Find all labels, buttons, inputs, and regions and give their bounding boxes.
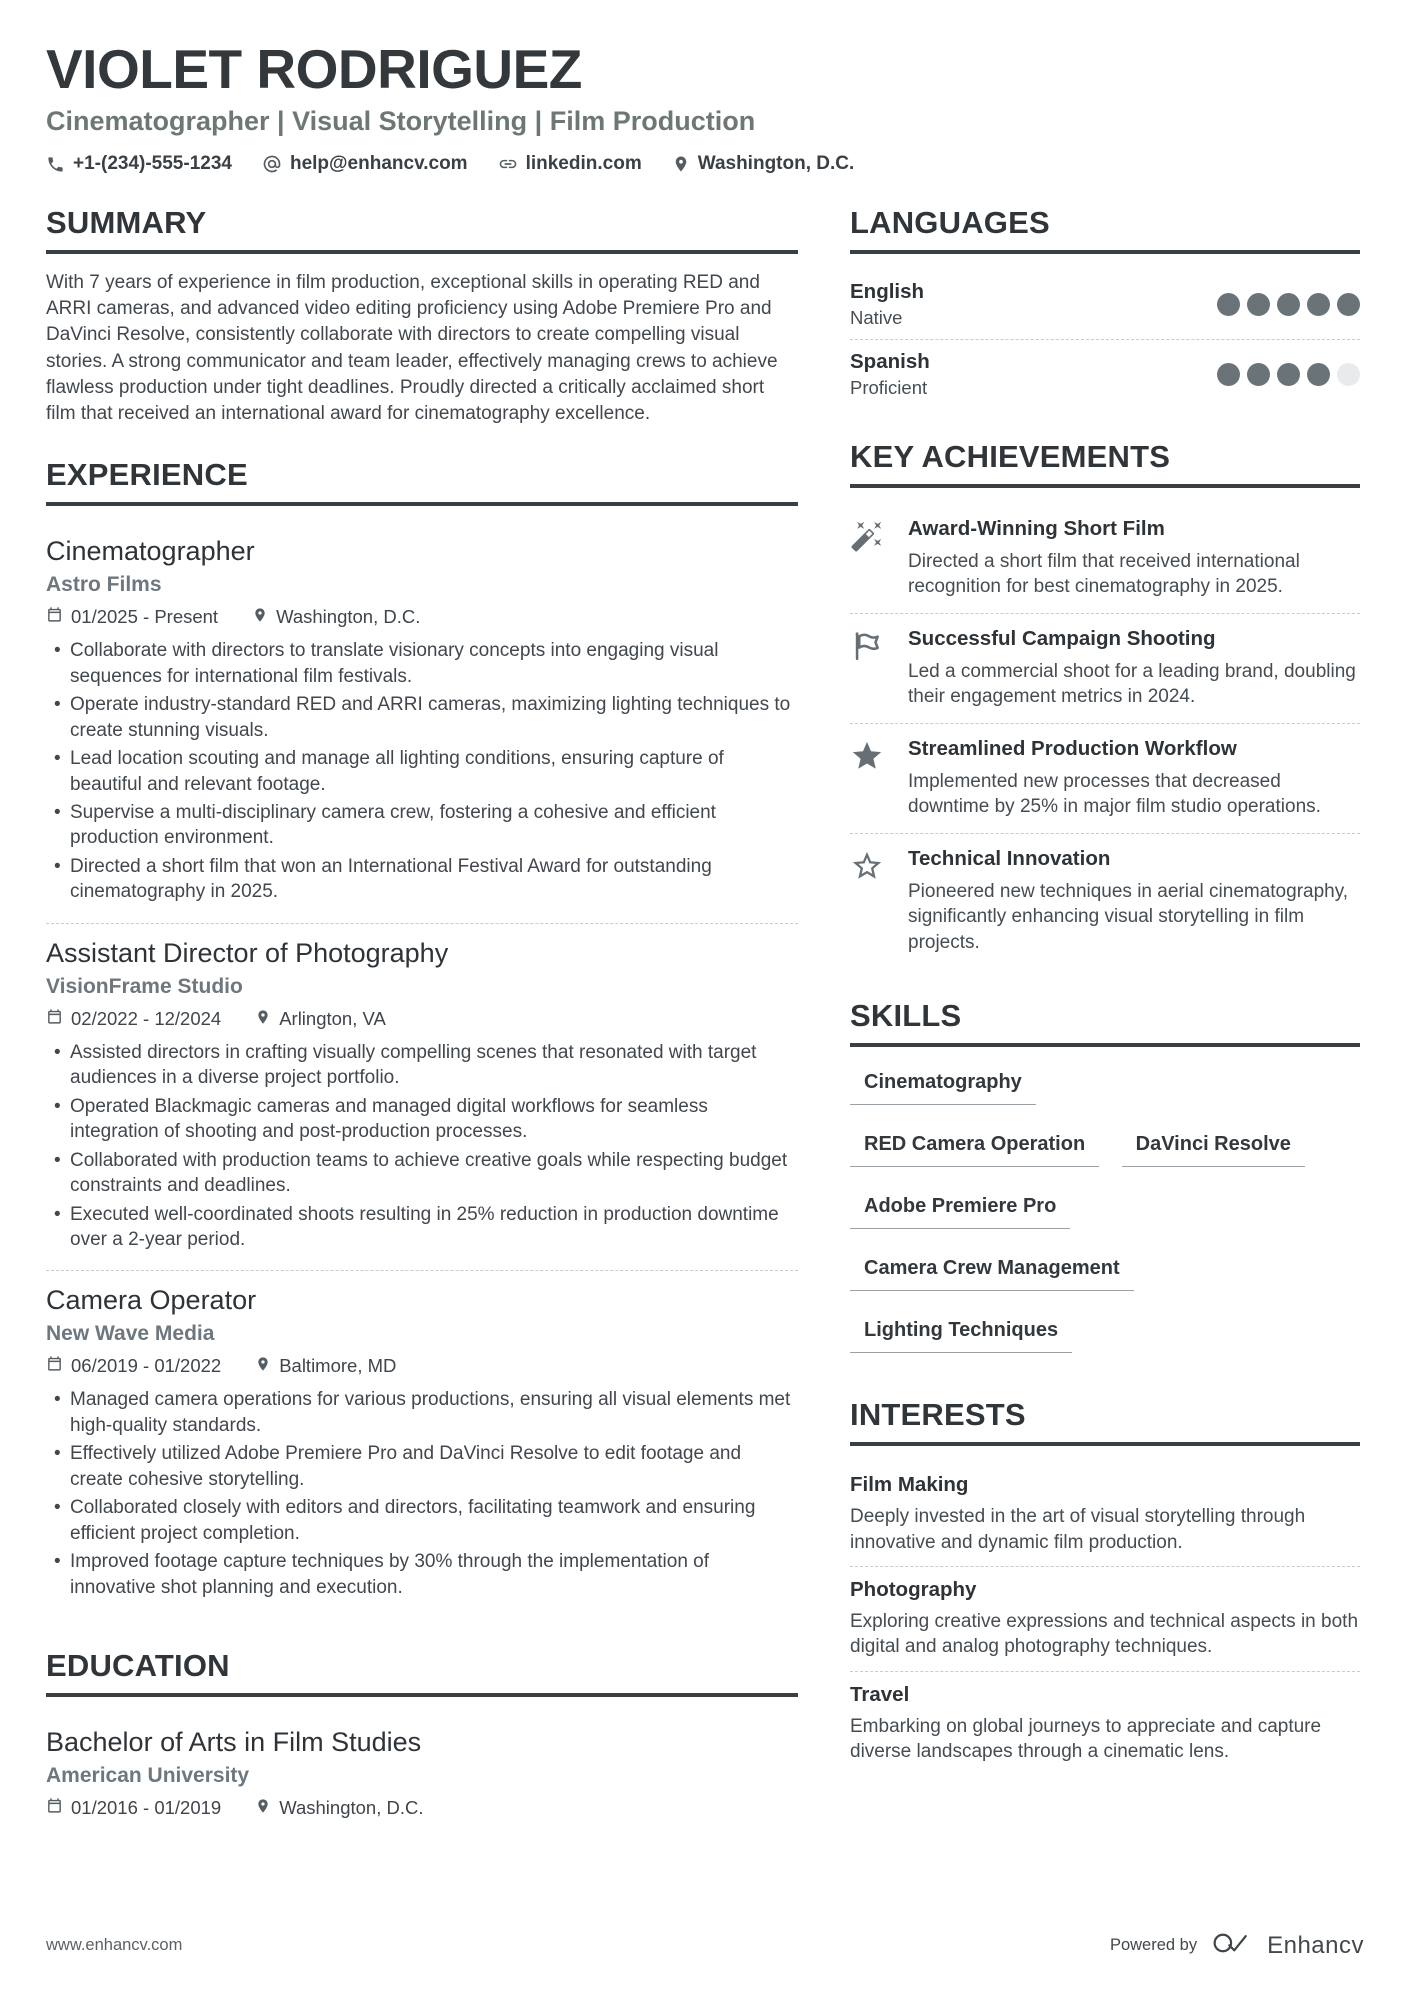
achievement-item [850,613,1360,723]
experience-entry [46,1270,798,1618]
job-location-text: Arlington, VA [279,1007,386,1029]
calendar-icon [46,1797,63,1819]
education-location [255,1797,423,1819]
link-icon [498,154,518,174]
job-bullet: • Executed well-coordinated shoots resulting in 25% reduction in production downtime over a 2-year period. [46,1202,798,1253]
enhancv-logo-icon [1211,1930,1253,1961]
achievement-text: Directed a short film that received international recognition for best cinematography in 2025. [908,551,1300,598]
achievements-section [850,439,1360,968]
job-dates-text: 02/2022 - 12/2024 [71,1007,222,1029]
achievement-item [850,723,1360,833]
interest-name: Travel [850,1682,910,1706]
education-entry [46,1713,798,1833]
job-company: New Wave Media [46,1322,215,1346]
language-row [850,339,1360,409]
achievements-title: KEY ACHIEVEMENTS [850,439,1360,488]
location-pin-icon [252,606,268,628]
language-name: Spanish [850,350,930,373]
proficiency-dot [1247,363,1270,386]
job-bullets [46,1387,798,1600]
phone-icon [46,155,65,174]
language-proficiency-dots [1217,293,1360,316]
job-bullet: • Directed a short film that won an International Festival Award for outstanding cinematography in 2025. [46,854,798,905]
job-location [255,1008,386,1030]
contact-location-text: Washington, D.C. [697,153,855,174]
education-dates [46,1797,221,1819]
job-dates-text: 06/2019 - 01/2022 [71,1355,222,1377]
job-location [252,606,420,628]
skill-row [850,1063,1360,1119]
interest-name: Photography [850,1577,977,1601]
interests-title: INTERESTS [850,1397,1360,1446]
footer-site-link[interactable]: www.enhancv.com [46,1936,183,1954]
skills-section [850,998,1360,1367]
job-bullet: • Effectively utilized Adobe Premiere Pro and DaVinci Resolve to edit footage and create cohesive storytelling. [46,1441,798,1492]
powered-by[interactable] [1110,1930,1364,1961]
language-level: Proficient [850,377,928,398]
skill-row [850,1249,1360,1305]
interest-text: Embarking on global journeys to appreciate and capture diverse landscapes through a cinematic lens. [850,1715,1322,1763]
skills-title: SKILLS [850,998,1360,1047]
job-dates [46,606,218,628]
skill-row [850,1125,1360,1181]
person-name: VIOLET RODRIGUEZ [46,38,582,100]
calendar-icon [46,1008,63,1030]
education-title: EDUCATION [46,1648,798,1697]
proficiency-dot [1307,363,1330,386]
proficiency-dot [1247,293,1270,316]
right-column [850,205,1360,1863]
contact-email-text: help@enhancv.com [289,153,468,174]
interest-item [850,1462,1360,1566]
achievement-item [850,833,1360,968]
languages-section [850,205,1360,409]
achievement-title: Technical Innovation [908,846,1111,870]
location-pin-icon [255,1797,271,1819]
experience-section [46,457,798,1618]
skill-item: DaVinci Resolve [1122,1125,1305,1167]
job-bullet: • Assisted directors in crafting visually compelling scenes that resonated with target audiences in a diverse project portfolio. [46,1040,798,1091]
interest-text: Deeply invested in the art of visual storytelling through innovative and dynamic film production. [850,1506,1306,1553]
education-dates-text: 01/2016 - 01/2019 [71,1797,222,1819]
footer [46,1930,1364,1961]
achievement-title: Award-Winning Short Film [908,517,1165,540]
skill-item: Cinematography [850,1063,1036,1105]
skill-item: RED Camera Operation [850,1125,1099,1167]
job-meta [46,606,798,628]
skill-row [850,1187,1360,1243]
interests-section [850,1397,1360,1776]
contact-phone[interactable] [46,153,232,175]
summary-title: SUMMARY [46,205,798,254]
job-dates [46,1008,221,1030]
magic-wand-icon [850,517,894,600]
language-row [850,270,1360,339]
achievement-title: Successful Campaign Shooting [908,626,1216,650]
job-dates [46,1355,221,1377]
contact-email[interactable] [262,153,468,175]
interest-item [850,1671,1360,1776]
person-headline: Cinematographer | Visual Storytelling | Film Production [46,106,756,137]
job-bullet: • Collaborated closely with editors and directors, facilitating teamwork and ensuring efficient project completion. [46,1495,798,1546]
job-company: VisionFrame Studio [46,974,243,998]
powered-by-label: Powered by [1109,1936,1198,1954]
proficiency-dot [1337,293,1360,316]
achievement-text: Led a commercial shoot for a leading brand, doubling their engagement metrics in 2024. [908,660,1356,708]
job-bullets [46,1040,798,1253]
job-bullet: • Supervise a multi-disciplinary camera crew, fostering a cohesive and efficient production environment. [46,800,798,851]
proficiency-dot [1307,293,1330,316]
achievement-item [850,504,1360,613]
language-name: English [850,280,925,303]
languages-title: LANGUAGES [850,205,1360,254]
proficiency-dot [1277,293,1300,316]
flag-icon [850,627,894,710]
achievement-text: Pioneered new techniques in aerial cinematography, significantly enhancing visual storytelling in film projects. [908,880,1349,953]
contact-location [672,153,855,175]
proficiency-dot [1277,363,1300,386]
interest-name: Film Making [850,1473,969,1497]
language-proficiency-dots [1217,363,1360,386]
achievement-title: Streamlined Production Workflow [908,736,1237,760]
job-dates-text: 01/2025 - Present [71,606,219,628]
job-location-text: Washington, D.C. [276,606,421,628]
job-bullet: • Improved footage capture techniques by 30% through the implementation of innovative shot planning and execution. [46,1549,798,1600]
contact-link[interactable] [498,153,642,175]
job-meta [46,1008,798,1030]
location-pin-icon [255,1008,271,1030]
job-role: Cinematographer [46,536,255,567]
job-location [255,1355,396,1377]
job-meta [46,1355,798,1377]
at-icon [262,154,282,174]
job-role: Camera Operator [46,1285,257,1316]
education-section [46,1648,798,1833]
location-pin-icon [255,1355,271,1377]
job-bullet: • Collaborated with production teams to achieve creative goals while respecting budget constraints and deadlines. [46,1148,798,1199]
achievement-text: Implemented new processes that decreased downtime by 25% in major film studio operations. [908,770,1321,818]
experience-entry [46,923,798,1271]
contact-row [46,153,1364,175]
proficiency-dot [1337,363,1360,386]
school: American University [46,1764,250,1788]
job-location-text: Baltimore, MD [279,1355,397,1377]
skill-row [850,1311,1360,1367]
language-level: Native [850,307,903,328]
calendar-icon [46,606,63,628]
degree: Bachelor of Arts in Film Studies [46,1727,422,1758]
education-meta [46,1797,798,1819]
interest-text: Exploring creative expressions and technical aspects in both digital and analog photography techniques. [850,1610,1359,1658]
proficiency-dot [1217,363,1240,386]
interest-item [850,1566,1360,1671]
education-location-text: Washington, D.C. [279,1797,424,1819]
job-bullet: • Operated Blackmagic cameras and managed digital workflows for seamless integration of shooting and post-production processes. [46,1094,798,1145]
job-company: Astro Films [46,573,162,597]
proficiency-dot [1217,293,1240,316]
location-pin-icon [672,155,690,173]
experience-entry [46,522,798,923]
experience-title: EXPERIENCE [46,457,798,506]
star-outline-icon [850,847,894,955]
left-column [46,205,798,1863]
summary-section [46,205,798,427]
job-bullet: • Collaborate with directors to translate visionary concepts into engaging visual sequences for international film festivals. [46,638,798,689]
skill-item: Adobe Premiere Pro [850,1187,1070,1229]
star-filled-icon [850,737,894,820]
skill-item: Camera Crew Management [850,1249,1134,1291]
enhancv-brand-name: Enhancv [1267,1931,1364,1959]
contact-phone-text: +1-(234)-555-1234 [73,153,232,174]
job-bullet: • Operate industry-standard RED and ARRI cameras, maximizing lighting techniques to create stunning visuals. [46,692,798,743]
job-bullets [46,638,798,905]
contact-link-text: linkedin.com [525,153,642,174]
calendar-icon [46,1355,63,1377]
skill-item: Lighting Techniques [850,1311,1072,1353]
job-role: Assistant Director of Photography [46,937,449,968]
job-bullet: • Managed camera operations for various productions, ensuring all visual elements met high-quality standards. [46,1387,798,1438]
summary-text: With 7 years of experience in film production, exceptional skills in operating RED and ARRI cameras, and advanced video editing proficiency using Adobe Premiere Pro and DaVinci Resolve, consistently collaborate with directors to create compelling visual stories. A strong communicator and team leader, effectively managing crews to achieve flawless production under tight deadlines. Proudly directed a critically acclaimed short film that received an international award for cinematography excellence. [46,272,778,425]
header [46,38,1364,175]
job-bullet: • Lead location scouting and manage all lighting conditions, ensuring capture of beautiful and relevant footage. [46,746,798,797]
